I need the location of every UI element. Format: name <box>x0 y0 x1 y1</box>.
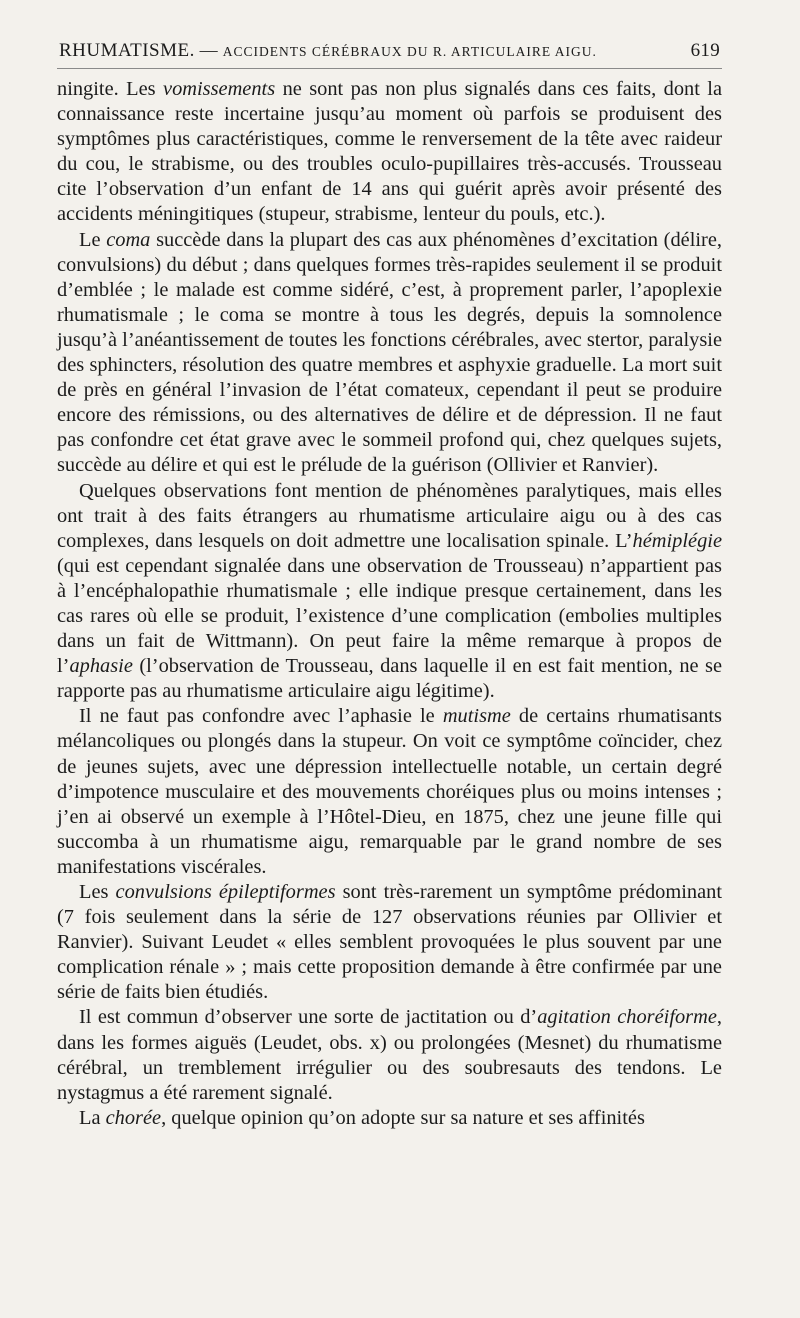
italic-term: agitation choréiforme <box>537 1006 717 1029</box>
text-run: Il est commun d’observer une sorte de jactitation ou d’ <box>79 1006 538 1029</box>
italic-term: chorée <box>105 1106 162 1129</box>
text-run: ne sont pas non plus signalés dans ces faits, dont la connaissance reste incertaine jusqu’au moment où parfois se produisent des symptômes plus caractéristiques, comme le renversement de la tête avec raideur du cou, le strabisme, ou des troubles oculo-pupillaires très-accusés. Trousseau cite l’observation d’un enfant de 14 ans qui guérit après avoir présenté des accidents méningitiques (stupeur, strabisme, lenteur du pouls, etc.). <box>57 78 723 226</box>
italic-term: convulsions épileptiformes <box>115 881 336 903</box>
running-head-dash: — <box>194 40 223 60</box>
text-run: (qui est cependant signalée dans une observation de Trousseau) n’appartient pas à l’encéphalopathie rhumatismale ; elle indique presque certainement, dans les cas rares où elle se produit, l’existence d’une complication (embolies multiples dans un fait de Wittmann). On peut faire la même remarque à propos de l’ <box>57 554 722 678</box>
paragraph-2 <box>57 228 722 479</box>
text-run: , quelque opinion qu’on adopte sur sa nature et ses affinités <box>161 1106 645 1129</box>
text-run: ningite. Les <box>57 78 164 100</box>
running-head-main: RHUMATISME. <box>59 40 195 61</box>
text-run: succède dans la plupart des cas aux phénomènes d’excitation (délire, convulsions) du début ; dans quelques formes très-rapides seulement il se produit d’emblée ; le malade est comme sidéré, c’est, à proprement parler, l’apoplexie rhumatismale ; le coma se montre à tous les degrés, depuis la somnolence jusqu’à l’anéantissement de toutes les fonctions cérébrales, avec stertor, paralysie des sphincters, résolution des quatre membres et asphyxie graduelle. La mort suit de près en général l’invasion de l’état comateux, cependant il peut se produire encore des rémissions, ou des alternatives de délire et de dépression. Il ne faut pas confondre cet état grave avec le sommeil profond qui, chez quelques sujets, succède au délire et qui est le prélude de la guérison (Ollivier et Ranvier). <box>57 228 722 477</box>
body-text <box>57 77 722 1131</box>
text-run: La <box>79 1106 106 1129</box>
paragraph-1 <box>57 77 722 228</box>
paragraph-6 <box>57 1005 722 1105</box>
italic-term: mutisme <box>442 705 511 728</box>
paragraph-4 <box>57 704 722 880</box>
italic-term: vomissements <box>163 78 276 100</box>
italic-term: coma <box>106 228 151 251</box>
italic-term: aphasie <box>69 655 133 678</box>
text-run: (l’observation de Trousseau, dans laquelle il en est fait mention, ne se rapporte pas au rhumatisme articulaire aigu légitime). <box>57 655 722 703</box>
text-run: Les <box>79 881 116 903</box>
text-run: Quelques observations font mention de phénomènes paralytiques, mais elles ont trait à des faits étrangers au rhumatisme articulaire aigu ou à des cas complexes, dans lesquels on doit admettre une localisation spinale. L’ <box>57 479 722 552</box>
running-head <box>57 40 722 69</box>
paragraph-3 <box>57 479 722 705</box>
running-head-subtitle: ACCIDENTS CÉRÉBRAUX DU R. ARTICULAIRE AIGU. <box>222 44 597 59</box>
text-run: de certains rhumatisants mélancoliques ou plongés dans la stupeur. On voit ce symptôme coïncider, chez de jeunes sujets, avec une dépression intellectuelle notable, un certain degré d’impotence musculaire et des mouvements choréiques plus ou moins intenses ; j’en ai observé un exemple à l’Hôtel-Dieu, en 1875, chez une jeune fille qui succomba à un rhumatisme aigu, remarquable par le grand nombre de ses manifestations viscérales. <box>57 705 722 878</box>
text-run: Le <box>79 228 107 251</box>
paragraph-5 <box>57 880 722 1005</box>
page-number: 619 <box>690 40 720 61</box>
italic-term: hémiplégie <box>632 529 722 552</box>
book-page <box>57 40 722 1131</box>
text-run: Il ne faut pas confondre avec l’aphasie le <box>79 705 443 728</box>
paragraph-7 <box>57 1106 722 1131</box>
text-run: sont très-rarement un symptôme prédominant (7 fois seulement dans la série de 127 observations réunies par Ollivier et Ranvier). Suivant Leudet « elles semblent provoquées le plus souvent par une complication rénale » ; mais cette proposition demande à être confirmée par une série de faits bien étudiés. <box>57 881 722 1004</box>
running-head-title <box>59 40 597 62</box>
text-run: , dans les formes aiguës (Leudet, obs. x) ou prolongées (Mesnet) du rhumatisme cérébral, un tremblement irrégulier ou des soubresauts des tendons. Le nystagmus a été rarement signalé. <box>57 1006 722 1104</box>
